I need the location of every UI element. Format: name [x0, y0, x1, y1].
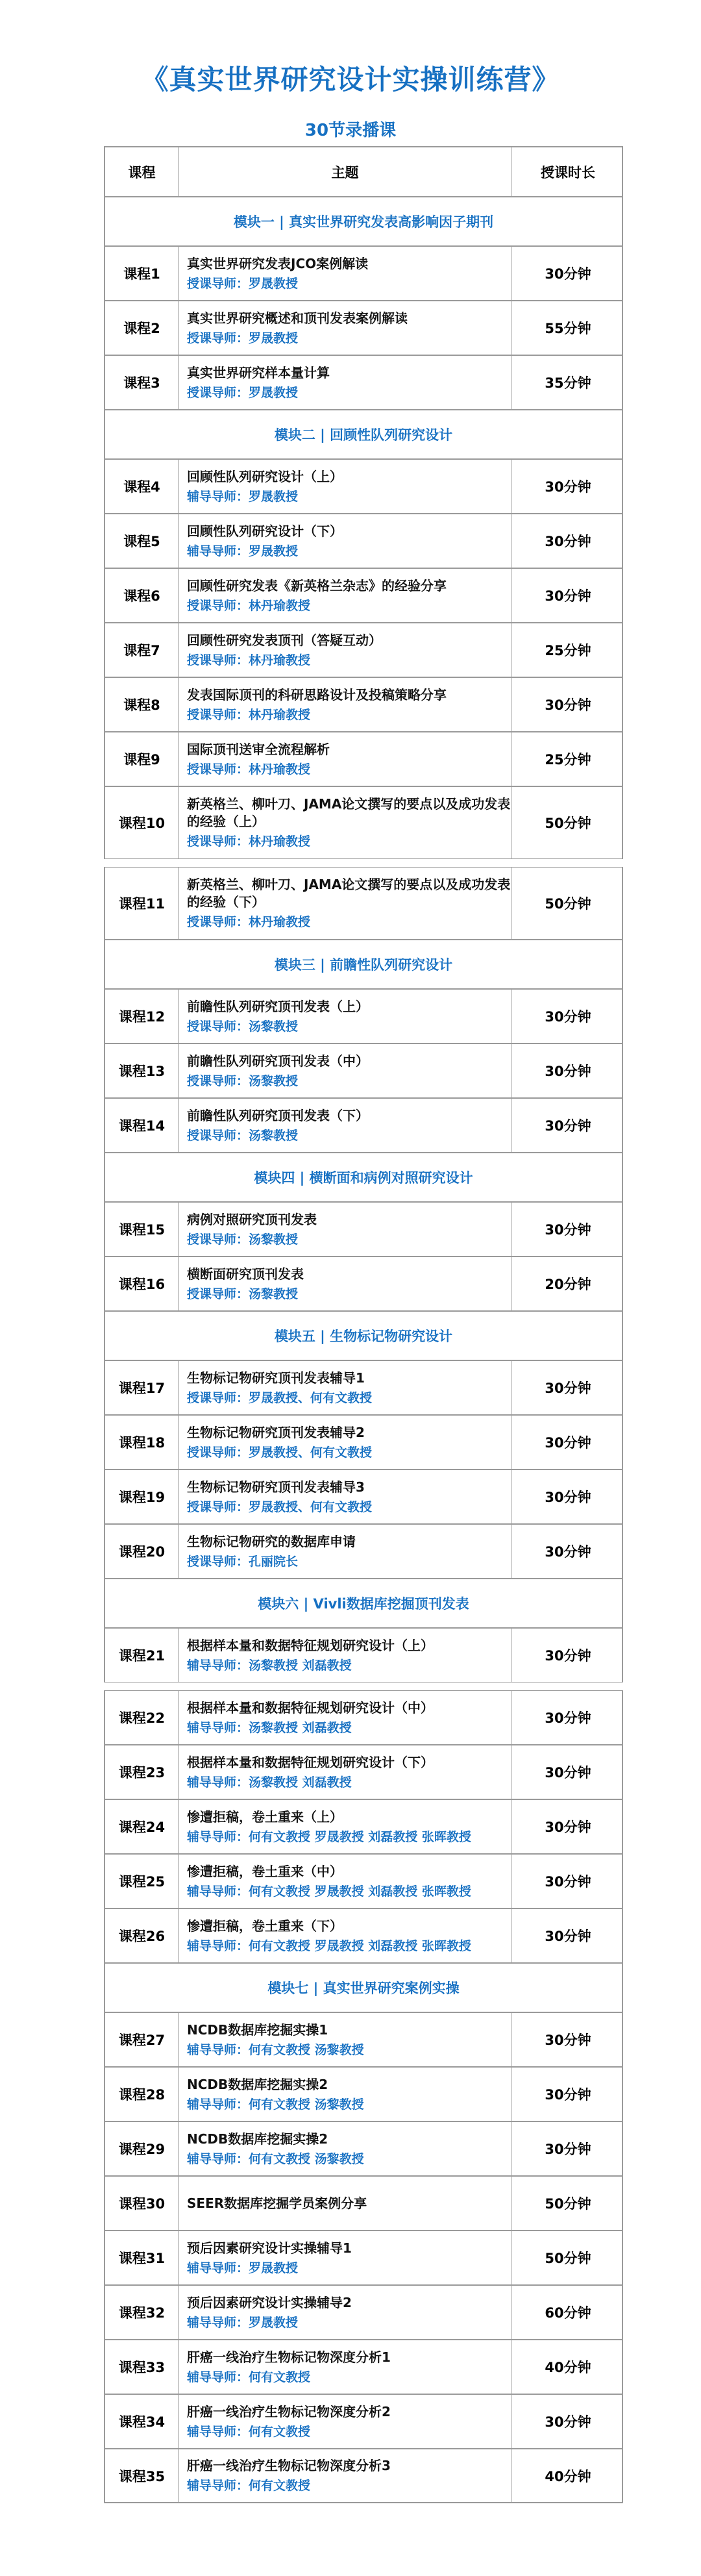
topic-cell [179, 1470, 511, 1523]
course-number: 课程9 [105, 732, 179, 786]
duration-cell: 30分钟 [545, 1222, 591, 1238]
topic-cell [179, 2068, 511, 2121]
table-row [104, 2285, 623, 2340]
topic-text: 前瞻性队列研究顶刊发表（上） [187, 998, 369, 1014]
course-number: 课程8 [105, 678, 179, 731]
duration-cell: 55分钟 [545, 321, 591, 336]
module-header: 模块一 | 真实世界研究发表高影响因子期刊 [104, 197, 623, 246]
teacher-text: 辅导导师：何有文教授 汤黎教授 [187, 2151, 364, 2166]
topic-cell [179, 2286, 511, 2339]
module-header: 模块五 | 生物标记物研究设计 [104, 1311, 623, 1360]
teacher-text: 授课导师：林丹瑜教授 [187, 762, 311, 777]
teacher-text: 授课导师：汤黎教授 [187, 1019, 299, 1034]
teacher-text: 授课导师：罗晟教授 [187, 331, 299, 345]
topic-cell [179, 2449, 511, 2502]
header-topic: 主题 [179, 147, 511, 196]
table-row [104, 301, 623, 355]
topic-text: 真实世界研究概述和顶刊发表案例解读 [187, 310, 408, 326]
course-number: 课程32 [105, 2286, 179, 2339]
topic-text: 根据样本量和数据特征规划研究设计（上） [187, 1637, 434, 1653]
topic-cell [179, 1361, 511, 1414]
duration-cell: 30分钟 [545, 1765, 591, 1781]
topic-text: 预后因素研究设计实操辅导1 [187, 2240, 352, 2256]
topic-text: 病例对照研究顶刊发表 [187, 1211, 317, 1227]
course-number: 课程4 [105, 460, 179, 513]
duration-cell: 50分钟 [545, 2251, 591, 2266]
topic-cell [179, 1691, 511, 1744]
table-row [104, 2121, 623, 2176]
course-number: 课程6 [105, 569, 179, 622]
duration-cell: 35分钟 [545, 375, 591, 391]
course-number: 课程24 [105, 1800, 179, 1853]
topic-cell [179, 1629, 511, 1682]
teacher-text: 授课导师：林丹瑜教授 [187, 834, 311, 849]
table-row [104, 989, 623, 1044]
course-number: 课程29 [105, 2122, 179, 2175]
duration-cell: 30分钟 [545, 1874, 591, 1890]
topic-cell [179, 1909, 511, 1962]
teacher-text: 授课导师：林丹瑜教授 [187, 598, 311, 613]
teacher-text: 辅导导师：罗晟教授 [187, 2260, 299, 2275]
teacher-text: 辅导导师：何有文教授 汤黎教授 [187, 2042, 364, 2057]
course-number: 课程22 [105, 1691, 179, 1744]
teacher-text: 辅导导师：何有文教授 罗晟教授 刘磊教授 张晖教授 [187, 1938, 471, 1953]
topic-cell [179, 2177, 511, 2230]
topic-cell [179, 1800, 511, 1853]
topic-cell [179, 1203, 511, 1256]
table-row [104, 1908, 623, 1963]
table-row [104, 1257, 623, 1311]
teacher-text: 授课导师：罗晟教授 [187, 276, 299, 291]
topic-text: 惨遭拒稿，卷土重来（上） [187, 1808, 343, 1825]
topic-cell [179, 1257, 511, 1310]
topic-text: 前瞻性队列研究顶刊发表（中） [187, 1053, 369, 1069]
topic-text: 根据样本量和数据特征规划研究设计（中） [187, 1699, 434, 1716]
course-number: 课程28 [105, 2068, 179, 2121]
topic-cell [179, 2013, 511, 2066]
duration-cell: 30分钟 [545, 534, 591, 549]
teacher-text: 授课导师：汤黎教授 [187, 1286, 299, 1301]
teacher-text: 授课导师：汤黎教授 [187, 1073, 299, 1088]
teacher-text: 辅导导师：罗晟教授 [187, 489, 299, 504]
topic-text: 惨遭拒稿，卷土重来（下） [187, 1918, 343, 1934]
course-number: 课程1 [105, 247, 179, 300]
duration-cell: 30分钟 [545, 2414, 591, 2430]
course-number: 课程12 [105, 990, 179, 1043]
topic-text: NCDB数据库挖掘实操1 [187, 2021, 328, 2038]
topic-cell [179, 301, 511, 355]
teacher-text: 授课导师：罗晟教授、何有文教授 [187, 1499, 373, 1514]
table-row [104, 732, 623, 786]
course-number: 课程20 [105, 1525, 179, 1578]
topic-cell [179, 1416, 511, 1469]
teacher-text: 辅导导师：罗晟教授 [187, 544, 299, 558]
duration-cell: 40分钟 [545, 2468, 591, 2484]
table-row [104, 2449, 623, 2503]
course-number: 课程14 [105, 1099, 179, 1152]
course-number: 课程10 [105, 787, 179, 858]
teacher-text: 辅导导师：何有文教授 [187, 2424, 311, 2439]
topic-cell [179, 1044, 511, 1097]
topic-text: 肝癌一线治疗生物标记物深度分析1 [187, 2349, 391, 2365]
course-number: 课程13 [105, 1044, 179, 1097]
teacher-text: 辅导导师：罗晟教授 [187, 2315, 299, 2330]
duration-cell: 30分钟 [545, 697, 591, 713]
topic-text: 真实世界研究样本量计算 [187, 364, 330, 381]
topic-cell [179, 2395, 511, 2448]
duration-cell: 30分钟 [545, 1490, 591, 1505]
course-number: 课程25 [105, 1855, 179, 1908]
duration-cell: 30分钟 [545, 1118, 591, 1134]
table-row [104, 1202, 623, 1257]
duration-cell: 30分钟 [545, 1064, 591, 1079]
topic-text: 回顾性队列研究设计（上） [187, 468, 343, 484]
topic-text: 生物标记物研究顶刊发表辅导3 [187, 1479, 365, 1495]
table-row [104, 786, 623, 859]
duration-cell: 30分钟 [545, 2032, 591, 2048]
topic-cell [179, 569, 511, 622]
duration-cell: 20分钟 [545, 1277, 591, 1292]
duration-cell: 30分钟 [545, 1929, 591, 1944]
teacher-text: 辅导导师：汤黎教授 刘磊教授 [187, 1775, 352, 1790]
topic-text: 肝癌一线治疗生物标记物深度分析2 [187, 2403, 391, 2420]
course-number: 课程26 [105, 1909, 179, 1962]
teacher-text: 辅导导师：何有文教授 罗晟教授 刘磊教授 张晖教授 [187, 1829, 471, 1844]
table-row [104, 1854, 623, 1908]
course-number: 课程18 [105, 1416, 179, 1469]
table-row [104, 1690, 623, 1745]
topic-text: NCDB数据库挖掘实操2 [187, 2131, 328, 2147]
teacher-text: 授课导师：罗晟教授、何有文教授 [187, 1445, 373, 1460]
page-title: 《真实世界研究设计实操训练营》 [141, 64, 560, 95]
course-number: 课程19 [105, 1470, 179, 1523]
teacher-text: 授课导师：罗晟教授、何有文教授 [187, 1390, 373, 1405]
course-number: 课程21 [105, 1629, 179, 1682]
topic-cell [179, 2231, 511, 2284]
teacher-text: 辅导导师：汤黎教授 刘磊教授 [187, 1658, 352, 1673]
duration-cell: 30分钟 [545, 1381, 591, 1396]
topic-text: NCDB数据库挖掘实操2 [187, 2076, 328, 2092]
duration-cell: 30分钟 [545, 479, 591, 495]
topic-text: 生物标记物研究顶刊发表辅导2 [187, 1424, 365, 1440]
topic-cell [179, 1745, 511, 1799]
teacher-text: 辅导导师：何有文教授 [187, 2370, 311, 2384]
course-number: 课程15 [105, 1203, 179, 1256]
table-row [104, 355, 623, 410]
topic-text: 生物标记物研究顶刊发表辅导1 [187, 1369, 365, 1386]
topic-text: SEER数据库挖掘学员案例分享 [187, 2195, 367, 2211]
topic-cell [179, 868, 511, 939]
topic-cell [179, 460, 511, 513]
table-header [104, 146, 623, 197]
duration-cell: 60分钟 [545, 2305, 591, 2321]
course-number: 课程7 [105, 623, 179, 677]
topic-text: 回顾性研究发表顶刊（答疑互动） [187, 632, 382, 648]
module-header: 模块七 | 真实世界研究案例实操 [104, 1963, 623, 2012]
course-number: 课程5 [105, 514, 179, 568]
course-number: 课程2 [105, 301, 179, 355]
course-number: 课程16 [105, 1257, 179, 1310]
table-row [104, 1044, 623, 1098]
table-row [104, 1745, 623, 1799]
topic-text: 肝癌一线治疗生物标记物深度分析3 [187, 2458, 391, 2473]
table-row [104, 1469, 623, 1524]
header-duration: 授课时长 [541, 164, 595, 181]
table-row [104, 623, 623, 677]
teacher-text: 授课导师：汤黎教授 [187, 1128, 299, 1143]
duration-cell: 30分钟 [545, 1648, 591, 1664]
table-row [104, 867, 623, 940]
topic-text: 新英格兰、柳叶刀、JAMA论文撰写的要点以及成功发表的经验（上） [187, 796, 511, 829]
table-row [104, 2340, 623, 2394]
module-header: 模块二 | 回顾性队列研究设计 [104, 410, 623, 459]
topic-text: 横断面研究顶刊发表 [187, 1266, 304, 1282]
topic-text: 国际顶刊送审全流程解析 [187, 741, 330, 757]
duration-cell: 30分钟 [545, 1009, 591, 1025]
table-row [104, 568, 623, 623]
table-row [104, 1524, 623, 1579]
topic-cell [179, 2122, 511, 2175]
duration-cell: 25分钟 [545, 643, 591, 658]
duration-cell: 30分钟 [545, 2142, 591, 2157]
duration-cell: 30分钟 [545, 588, 591, 604]
course-number: 课程35 [105, 2449, 179, 2502]
table-row [104, 2176, 623, 2231]
duration-cell: 30分钟 [545, 2087, 591, 2103]
teacher-text: 授课导师：林丹瑜教授 [187, 915, 311, 929]
course-number: 课程11 [105, 868, 179, 939]
topic-cell [179, 2340, 511, 2394]
table-row [104, 1799, 623, 1854]
page-subtitle: 30节录播课 [304, 121, 397, 140]
topic-cell [179, 1855, 511, 1908]
topic-cell [179, 623, 511, 677]
teacher-text: 辅导导师：何有文教授 汤黎教授 [187, 2097, 364, 2112]
duration-cell: 25分钟 [545, 752, 591, 768]
topic-cell [179, 732, 511, 786]
teacher-text: 授课导师：罗晟教授 [187, 385, 299, 400]
table-row [104, 1628, 623, 1682]
teacher-text: 授课导师：林丹瑜教授 [187, 653, 311, 668]
table-row [104, 2067, 623, 2121]
course-number: 课程31 [105, 2231, 179, 2284]
duration-cell: 30分钟 [545, 1710, 591, 1726]
duration-cell: 50分钟 [545, 2196, 591, 2212]
duration-cell: 40分钟 [545, 2360, 591, 2375]
topic-cell [179, 787, 511, 858]
topic-text: 前瞻性队列研究顶刊发表（下） [187, 1107, 369, 1123]
topic-text: 新英格兰、柳叶刀、JAMA论文撰写的要点以及成功发表的经验（下） [187, 877, 511, 910]
teacher-text: 授课导师：孔丽院长 [187, 1554, 299, 1569]
topic-text: 预后因素研究设计实操辅导2 [187, 2294, 352, 2310]
topic-cell [179, 1525, 511, 1578]
duration-cell: 50分钟 [545, 816, 591, 831]
table-row [104, 1098, 623, 1153]
table-row [104, 2231, 623, 2285]
course-number: 课程3 [105, 356, 179, 409]
topic-text: 回顾性队列研究设计（下） [187, 523, 343, 539]
teacher-text: 授课导师：汤黎教授 [187, 1232, 299, 1247]
course-number: 课程27 [105, 2013, 179, 2066]
topic-text: 根据样本量和数据特征规划研究设计（下） [187, 1754, 434, 1770]
module-header: 模块四 | 横断面和病例对照研究设计 [104, 1153, 623, 1202]
module-header: 模块三 | 前瞻性队列研究设计 [104, 940, 623, 989]
topic-cell [179, 678, 511, 731]
course-number: 课程30 [105, 2177, 179, 2230]
course-number: 课程34 [105, 2395, 179, 2448]
course-number: 课程33 [105, 2340, 179, 2394]
topic-text: 发表国际顶刊的科研思路设计及投稿策略分享 [187, 686, 447, 703]
module-header: 模块六 | Vivli数据库挖掘顶刊发表 [104, 1579, 623, 1628]
topic-text: 生物标记物研究的数据库申请 [187, 1533, 356, 1549]
teacher-text: 辅导导师：何有文教授 [187, 2479, 311, 2493]
topic-cell [179, 356, 511, 409]
duration-cell: 50分钟 [545, 896, 591, 912]
table-row [104, 2394, 623, 2449]
duration-cell: 30分钟 [545, 1544, 591, 1560]
topic-cell [179, 990, 511, 1043]
topic-cell [179, 1099, 511, 1152]
topic-text: 惨遭拒稿，卷土重来（中） [187, 1863, 343, 1879]
topic-cell [179, 514, 511, 568]
table-row [104, 1360, 623, 1415]
table-row [104, 246, 623, 301]
table-row [104, 2012, 623, 2067]
topic-text: 回顾性研究发表《新英格兰杂志》的经验分享 [187, 577, 447, 594]
table-row [104, 1415, 623, 1469]
header-course: 课程 [105, 147, 179, 196]
teacher-text: 授课导师：林丹瑜教授 [187, 707, 311, 722]
course-number: 课程17 [105, 1361, 179, 1414]
course-number: 课程23 [105, 1745, 179, 1799]
table-row [104, 514, 623, 568]
duration-cell: 30分钟 [545, 1435, 591, 1451]
topic-cell [179, 247, 511, 300]
table-row [104, 459, 623, 514]
topic-text: 真实世界研究发表JCO案例解读 [187, 255, 369, 271]
duration-cell: 30分钟 [545, 1819, 591, 1835]
teacher-text: 辅导导师：何有文教授 罗晟教授 刘磊教授 张晖教授 [187, 1884, 471, 1899]
duration-cell: 30分钟 [545, 266, 591, 282]
table-row [104, 677, 623, 732]
teacher-text: 辅导导师：汤黎教授 刘磊教授 [187, 1720, 352, 1735]
